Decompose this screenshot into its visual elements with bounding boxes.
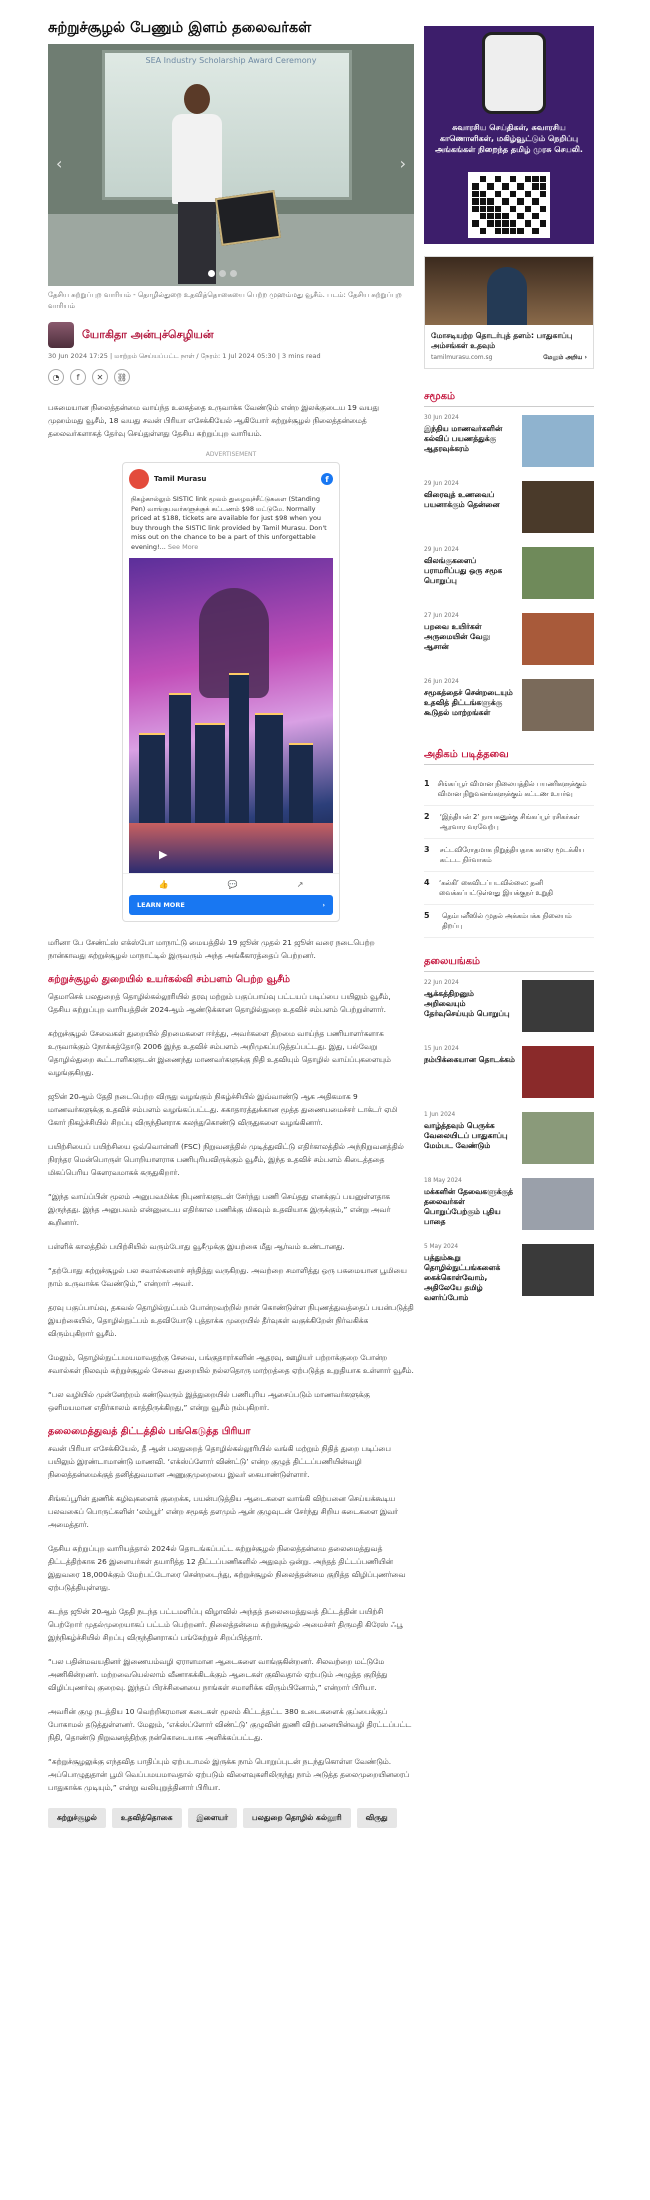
- section-heading-editorial[interactable]: தலையங்கம்: [424, 956, 594, 972]
- hero-carousel[interactable]: [48, 44, 414, 286]
- section-heading-community[interactable]: சமூகம்: [424, 391, 594, 407]
- most-read-title[interactable]: தெம்பனீஸில் முதல் அக்கம்பக்க நிலையம் திறப்பு: [442, 912, 572, 930]
- paragraph: “தற்போது சுற்றுச்சூழல் பல சவால்களைச் சந்தித்து வருகிறது. அவற்றை சமாளித்து ஒரு பசுமையான பூமியை நாம் உருவாக்க வேண்டும்,” என்றார் அவர்.: [48, 1266, 407, 1288]
- card-thumbnail[interactable]: [522, 980, 594, 1032]
- card-date: 27 Jun 2024: [424, 613, 459, 619]
- article-title: சுற்றுச்சூழல் பேணும் இளம் தலைவர்கள்: [48, 20, 312, 36]
- tag[interactable]: உதவித்தொகை: [112, 1808, 182, 1828]
- most-read-item[interactable]: [424, 839, 594, 872]
- news-card[interactable]: [424, 1244, 594, 1303]
- facebook-logo-icon: f: [321, 473, 333, 485]
- card-date: 15 Jun 2024: [424, 1046, 459, 1052]
- paragraph: மேலும், தொழில்நுட்பமயமாவதற்கு சேவை, பங்குதாரர்களின் ஆதரவு, ஊழியர் பற்றாக்குறை போன்ற சவால்கள் நிலவும் சுற்றுச்சூழல் சேவை துறையில் நல்லதொரு மாற்றத்தை ஏற்படுத்த உறுதியாக உள்ளார் வூசீம்.: [48, 1353, 414, 1375]
- card-title[interactable]: சமூகத்தைச் சென்றடையும் உதவித் திட்டங்களுக்கு கூடுதல் மாற்றங்கள்: [424, 688, 513, 717]
- card-thumbnail[interactable]: [522, 1178, 594, 1230]
- phone-graphic: [482, 32, 546, 114]
- news-card[interactable]: [424, 415, 594, 471]
- card-thumbnail[interactable]: [522, 1046, 594, 1098]
- paragraph: தரவு பகுப்பாய்வு, தகவல் தொழில்நுட்பம் போன்றவற்றில் நான் கொண்டுள்ள நிபுணத்துவத்தைப் பயன்படுத்தி இயற்கையில், தொழில்நுட்பம் உதவியோடு புத்தாக்க முறையில் தீர்வுகள் வகுக்கிறேன் நிர்வகிக்க விரும்புகிறார் வூசீம்.: [48, 1303, 414, 1338]
- card-title[interactable]: நம்பிக்கையான தொடக்கம்: [424, 1055, 515, 1064]
- ad-label: ADVERTISEMENT: [205, 451, 257, 458]
- link-icon[interactable]: ⛓: [114, 369, 130, 385]
- paragraph: சுற்றுச்சூழல் சேவைகள் துறையில் திறமைகளை ஈர்த்து, அவர்களை திறமை வாய்ந்த பணியாளர்களாக உருவாக்கும் நோக்கத்தோடு 2006 இந்த உதவிச் சம்பளம் அறிமுகப்படுத்தப்பட்டது. இது, பல்வேறு தொழில்துறை கூட்டாளிகளுடன் இணைந்து மாணவர்களுக்கு நிதி உதவியும் தொழில் வாய்ப்புகளையும் வழங்குகிறது.: [48, 1029, 391, 1077]
- promo-source: tamilmurasu.com.sg: [431, 354, 493, 361]
- card-thumbnail[interactable]: [522, 547, 594, 599]
- card-date: 5 May 2024: [424, 1244, 459, 1250]
- paragraph: “சுற்றுச்சூழலுக்கு எந்தவித பாதிப்பும் ஏற்படாமல் இருக்க நாம் பொறுப்புடன் நடந்துகொள்ள வேண்டும். அப்பொழுதுதான் பூமி வெப்பமயமாவதால் ஏற்படும் விளைவுகளிலிருந்து நாம் அடுத்த தலைமுறையினரைப் பாதுகாக்க முடியும்,” என்று வலியுறுத்தினார் பிரியா.: [48, 1757, 410, 1792]
- most-read-item[interactable]: [424, 806, 594, 839]
- paragraph: சிங்கப்பூரின் துணிக் கழிவுகளைக் குறைக்க, பயன்படுத்திய ஆடைகளை வாங்கி விற்பனை செய்யக்கூடிய பலவகைப் பொருட்களின் ‘லம்பூர்’ என்ற சமூகத் தளமும் ஆன் குழுவுடன் சேர்ந்து சிறிய கடைகளை இவர் அமைத்தார்.: [48, 1494, 398, 1529]
- author-block[interactable]: [48, 322, 414, 348]
- paragraph: சவன் பிரியா எசேக்கியேல், தீ ஆன் பலதுறைத் தொழில்கல்லூரியில் வங்கி மற்றும் நிதித் துறை படிப்பை பயிலும் இரண்டாமாண்டு மாணவி. ‘எக்ஸ்ப்ளோர் விண்ட்டு’ என்ற குழுத் திட்டப்பணியின்வழி நிலைத்தன்மைக்குத் தனித்துவமான அணுகுமுறையை இவர் கையாண்டுள்ளார்.: [48, 1444, 391, 1479]
- card-date: 29 Jun 2024: [424, 481, 459, 487]
- body-section-2: [48, 1442, 414, 1794]
- card-title[interactable]: பத்தும்கூறு தொழில்நுட்பங்களைக் கைக்கொள்வோம், அதிலேயே தமிழ் வளர்ப்போம்: [424, 1253, 501, 1302]
- most-read-title[interactable]: ‘கல்கி’ கைவிடப்படவில்லை: தனி வைக்கப்பட்டுள்ளது இயக்குநர் உறுதி: [439, 879, 553, 897]
- tag-list: [48, 1808, 414, 1828]
- learn-more-button[interactable]: LEARN MORE ›: [129, 895, 333, 915]
- promo-cta[interactable]: மேலும் அறிய ›: [543, 354, 587, 361]
- paragraph: “பல வழியில் முன்னேற்றம் கண்டுவரும் இத்துறையில் பணிபுரிய ஆசைப்படும் மாணவர்களுக்கு ஒளிமயமான எதிர்காலம் காத்திருக்கிறது,” என்று வூசீம் நம்புகிறார்.: [48, 1390, 370, 1412]
- rank-number: 1: [424, 779, 430, 788]
- paragraph: தேசிய சுற்றுப்புற வாரியத்தால் 2024ல் தொடங்கப்பட்ட சுற்றுச்சூழல் நிலைத்தன்மை தலைமைத்துவத் திட்டத்திற்காக 26 இளையர்கள் தயாரித்த 12 திட்டப்பணிகளில் அதுவும் ஒன்று. அந்தத் திட்டப்பணியின் இதுவரை 18,000க்கும் மேற்பட்டோரை சென்றடைந்து, சுற்றுச்சூழல் நிலைத்தன்மை குறித்த விழிப்புணர்வை ஏற்படுத்தியுள்ளது.: [48, 1544, 406, 1592]
- app-ad-text: சுவாரசிய செய்திகள், சுவாரசிய காணொளிகள், மகிழ்வூட்டும் நெறிப்பு அங்கங்கள் நிறைந்த தமிழ் முரசு செயலி.: [435, 123, 583, 154]
- play-icon[interactable]: ▶: [159, 848, 168, 861]
- most-read-item[interactable]: [424, 905, 594, 938]
- card-title[interactable]: வாழ்த்தவும் பெருக்க வேலையிடப் பாதுகாப்பு மேம்பட வேண்டும்: [424, 1121, 508, 1150]
- x-icon[interactable]: ✕: [92, 369, 108, 385]
- card-thumbnail[interactable]: [522, 415, 594, 467]
- card-date: 26 Jun 2024: [424, 679, 459, 685]
- most-read-item[interactable]: [424, 773, 594, 806]
- card-thumbnail[interactable]: [522, 481, 594, 533]
- chevron-left-icon[interactable]: ‹: [56, 154, 63, 173]
- hero-person: [168, 84, 226, 284]
- paragraph: கடந்த ஜூன் 20ஆம் தேதி நடந்த பட்டமளிப்பு விழாவில் அந்தத் தலைமைத்துவத் திட்டத்தின் பயிற்சி பெற்றோர் முதல்முறையாகப் பட்டம் பெற்றனர். நிலைத்தன்மை சுற்றுச்சூழல் அமைச்சர் திருமதி கிரேஸ் ஃபூ இந்நிகழ்ச்சியில் சிறப்பு விருந்தினராகப் பங்கேற்றுச் சிறப்பித்தார்.: [48, 1607, 403, 1642]
- subheading: சுற்றுச்சூழல் துறையில் உயர்கல்வி சம்பளம் பெற்ற வூசீம்: [48, 974, 291, 985]
- section-heading-most-read: அதிகம் படித்தவை: [424, 749, 594, 765]
- app-ad[interactable]: [424, 26, 594, 244]
- author-avatar[interactable]: [48, 322, 74, 348]
- card-title[interactable]: இந்திய மாணவர்களின் கல்விப் பயணத்துக்கு ஆதரவுக்கரம்: [424, 424, 503, 453]
- see-more-link[interactable]: See More: [167, 542, 199, 551]
- card-thumbnail[interactable]: [522, 1112, 594, 1164]
- tag[interactable]: இளையர்: [188, 1808, 238, 1828]
- chevron-right-icon[interactable]: ›: [399, 154, 406, 173]
- card-title[interactable]: ஆக்கத்திறனும் அறிவையும் தேர்வுசெய்யும் பொறுப்பு: [424, 989, 510, 1018]
- news-card[interactable]: [424, 679, 594, 735]
- card-thumbnail[interactable]: [522, 679, 594, 731]
- rank-number: 5: [424, 911, 430, 920]
- tag[interactable]: பலதுறை தொழில் கல்லூரி: [243, 1808, 351, 1828]
- most-read-item[interactable]: [424, 872, 594, 905]
- card-date: 30 Jun 2024: [424, 415, 459, 421]
- hero-screen: [102, 50, 352, 200]
- paragraph: அவரின் குழு நடத்திய 10 வெற்றிகரமான கடைகள் மூலம் கிட்டத்தட்ட 380 உடைகளைக் குப்பைக்குப் போகாமல் தடுத்துள்ளனர். மேலும், ‘எக்ஸ்ப்ளோர் விண்ட்டு’ குழுவின் துணி விற்பனையின்வழி திரட்டப்பட்ட நிதி, தொண்டு நிறுவனத்திற்கு நன்கொடையாக அளிக்கப்பட்டது.: [48, 1707, 412, 1742]
- paragraph: ஜூன் 20ஆம் தேதி நடைபெற்ற விருது வழங்கும் நிகழ்ச்சியில் இவ்வாண்டு ஆக அதிகமாக 9 மாணவர்களுக்கு உதவிச் சம்பளம் வழங்கப்பட்டது. சுகாதாரத்துக்கான மூத்த துணையமைச்சர் டாக்டர் ஏமி கோர் நிகழ்ச்சியில் சிறப்பு விருந்தினராக கலந்துகொண்டு விருதுகளை வழங்கினார்.: [48, 1092, 398, 1127]
- article-meta: 30 Jun 2024 17:25 | மாற்றம் செய்யப்பட்ட நாள் / நேரம்: 1 Jul 2024 05:30 | 3 mins read: [48, 352, 321, 360]
- paragraph: பசுமையான நிலைத்தன்மை வாய்ந்த உலகத்தை உருவாக்க வேண்டும் என்ற இலக்குடைய 19 வயது முஹம்மது வூசீம், 18 வயது சவன் பிரியா எசேக்கியேல் ஆகியோர் சுற்றுச்சூழல் நிலைத்தன்மைத் தலைவர்களாகத் தேர்வு செய்துள்ளது தேசிய சுற்றுப்புற வாரியம்.: [48, 403, 379, 438]
- paragraph: “இந்த வாய்ப்பின் மூலம் அனுபவமிக்க நிபுணர்களுடன் சேர்ந்து பணி செய்தது எனக்குப் பயனுள்ளதாக இருந்தது. இந்த அனுபவம் என்னுடைய எதிர்கால பணிக்கு மிகவும் உதவியாக இருக்கும்,” என்று அவர் கூறினார்.: [48, 1192, 391, 1227]
- article: [48, 18, 414, 1828]
- news-card[interactable]: [424, 547, 594, 603]
- tag[interactable]: விருது: [357, 1808, 397, 1828]
- facebook-embed[interactable]: [122, 462, 340, 922]
- card-title[interactable]: விரைவுத் உணவைப் பயனாக்கும் தென்னை: [424, 490, 500, 509]
- promo-title[interactable]: மோசடியற்ற தொடர்புத் தளம்: பாதுகாப்பு அம்சங்கள் உதவும்: [431, 331, 573, 350]
- author-name[interactable]: யோகிதா அன்புச்செழியன்: [82, 327, 214, 341]
- paragraph: பயிற்சியைப் பயிற்சியை ஒவ்வொன்னி (FSC) நிறுவனத்தில் முடித்துவிட்டு எதிர்காலத்தில் அந்நிறுவனத்தில் நிரந்தர மென்பொருள் பொறியாளராக பணிபுரியவிருக்கும் வூசீம், இந்த உதவிச் சம்பளம் கிடைத்ததை மிகப்பெரிய கௌரவமாகக் கருதுகிறார்.: [48, 1142, 404, 1177]
- post-text: நிகழ்கால்லும் SISTIC link மூலம் துழைவுச்சீட்டுகளை (Standing Pen) வாங்குபவர்களுக்குக் கட்டணம் $98 மட்டுமே. Normally priced at $188, tickets are available for just $98 when you buy through the SISTIC link provided by Tamil Murasu. Don't miss out on the chance to be a part of this unforgettable evening!... See More: [131, 495, 327, 551]
- carousel-dots[interactable]: [208, 270, 237, 277]
- rank-number: 4: [424, 878, 430, 887]
- page-name[interactable]: Tamil Murasu: [154, 475, 207, 483]
- like-icon[interactable]: 👍: [158, 880, 169, 889]
- image-caption: தேசிய சுற்றுப்புற வாரியம் - தொழில்துறை உதவித்தொகையை பெற்ற முஹம்மது வூசீம். படம்: தேசிய சுற்றுப்புற வாரியம்: [48, 291, 402, 310]
- tag[interactable]: சுற்றுச்சூழல்: [48, 1808, 106, 1828]
- rank-number: 2: [424, 812, 430, 821]
- body-section-1: [48, 990, 414, 1414]
- news-card[interactable]: [424, 1112, 594, 1168]
- card-title[interactable]: பறவை உயிர்கள் அருமையின் வேலு ஆசான்: [424, 622, 491, 651]
- paragraph: தெமாசெக் பலதுறைத் தொழில்கல்லூரியில் தரவு மற்றும் பகுப்பாய்வு பட்டயப் படிப்பை பயிலும் வூசீம், தேசிய சுற்றுப்புற வாரியத்தின் 2024ஆம் ஆண்டுக்கான தொழில்துறை உதவிச் சம்பளம் பெற்றுள்ளார்.: [48, 992, 391, 1014]
- card-date: 1 Jun 2024: [424, 1112, 456, 1118]
- editorial-list: [424, 980, 594, 1303]
- promo-ad[interactable]: [424, 256, 594, 369]
- news-card[interactable]: [424, 1178, 594, 1234]
- paragraph: “பல பதின்மவயதினர் இணையம்வழி ஏராளமான ஆடைகளை வாங்குகின்றனர். சிலவற்றை மட்டுமே அணிகின்றனர். மற்றவையெல்லாம் வீணாகக்கிடக்கும் ஆடைகள் குவிவதால் ஏற்படும் அழுத்த குறித்து விழிப்புணர்வு குறைவு. இந்தப் பிரச்சினையை நாங்கள் சமாளிக்க விரும்பினோம்,” என்றார் பிரியா.: [48, 1657, 388, 1692]
- card-title[interactable]: மக்களின் தேவைகளுக்குத் தலைவர்கள் பொறுப்பேற்கும் புதிய பாதை: [424, 1187, 514, 1226]
- share-icon[interactable]: ↗: [296, 880, 304, 889]
- news-card[interactable]: [424, 613, 594, 669]
- news-card[interactable]: [424, 481, 594, 537]
- rank-number: 3: [424, 845, 430, 854]
- sidebar: [424, 26, 594, 1313]
- promo-image: [425, 257, 593, 325]
- card-date: 29 Jun 2024: [424, 547, 459, 553]
- most-read-title[interactable]: ‘இந்தியன் 2’ நாயகனுக்கு சிங்கப்பூர் ரசிகர்கள் ஆரவார வரவேற்பு: [439, 813, 580, 831]
- whatsapp-icon[interactable]: ◔: [48, 369, 64, 385]
- most-read-list: [424, 773, 594, 938]
- card-date: 18 May 2024: [424, 1178, 462, 1184]
- certificate-folder: [215, 190, 281, 246]
- share-bar: [48, 369, 414, 385]
- card-thumbnail[interactable]: [522, 1244, 594, 1296]
- card-thumbnail[interactable]: [522, 613, 594, 665]
- paragraph: மரினா பே சேண்ட்ஸ் எக்ஸ்போ மாநாட்டு மையத்தில் 19 ஜூன் முதல் 21 ஜூன் வரை நடைபெற்ற நான்காவது சுற்றுச்சூழல் மாநாட்டில் இருவரும் அந்த அங்கீகாரத்தைப் பெற்றனர்.: [48, 938, 375, 960]
- qr-code[interactable]: [468, 172, 550, 238]
- card-date: 22 Jun 2024: [424, 980, 459, 986]
- subheading: தலைமைத்துவத் திட்டத்தில் பங்கெடுத்த பிரியா: [48, 1426, 251, 1437]
- news-card[interactable]: [424, 1046, 594, 1102]
- most-read-title[interactable]: சிங்கப்பூர் விமான நிலையத்தில் பயணிகளுக்கும் விமான நிறுவனங்களுக்கும் கட்டண உயர்வு: [437, 780, 587, 798]
- page-avatar[interactable]: [129, 469, 149, 489]
- post-video[interactable]: [129, 558, 333, 873]
- paragraph: பள்ளிக் காலத்தில் பயிற்சியில் வரும்போது வூசீமுக்கு இயற்கை மீது ஆர்வம் உண்டானது.: [48, 1242, 345, 1251]
- hero-screen-text: SEA Industry Scholarship Award Ceremony: [145, 56, 317, 65]
- card-title[interactable]: விலங்குகளைப் பராமரிப்பது ஒரு சமூக பொறுப்பு: [424, 556, 503, 585]
- news-card[interactable]: [424, 980, 594, 1036]
- facebook-icon[interactable]: f: [70, 369, 86, 385]
- most-read-title[interactable]: சட்டவிரோதமாக நிறுத்தியதாக காரை மூடக்கிய கட்டட நிர்வாகம்: [439, 846, 585, 864]
- comment-icon[interactable]: 💬: [227, 880, 238, 889]
- community-list: [424, 415, 594, 735]
